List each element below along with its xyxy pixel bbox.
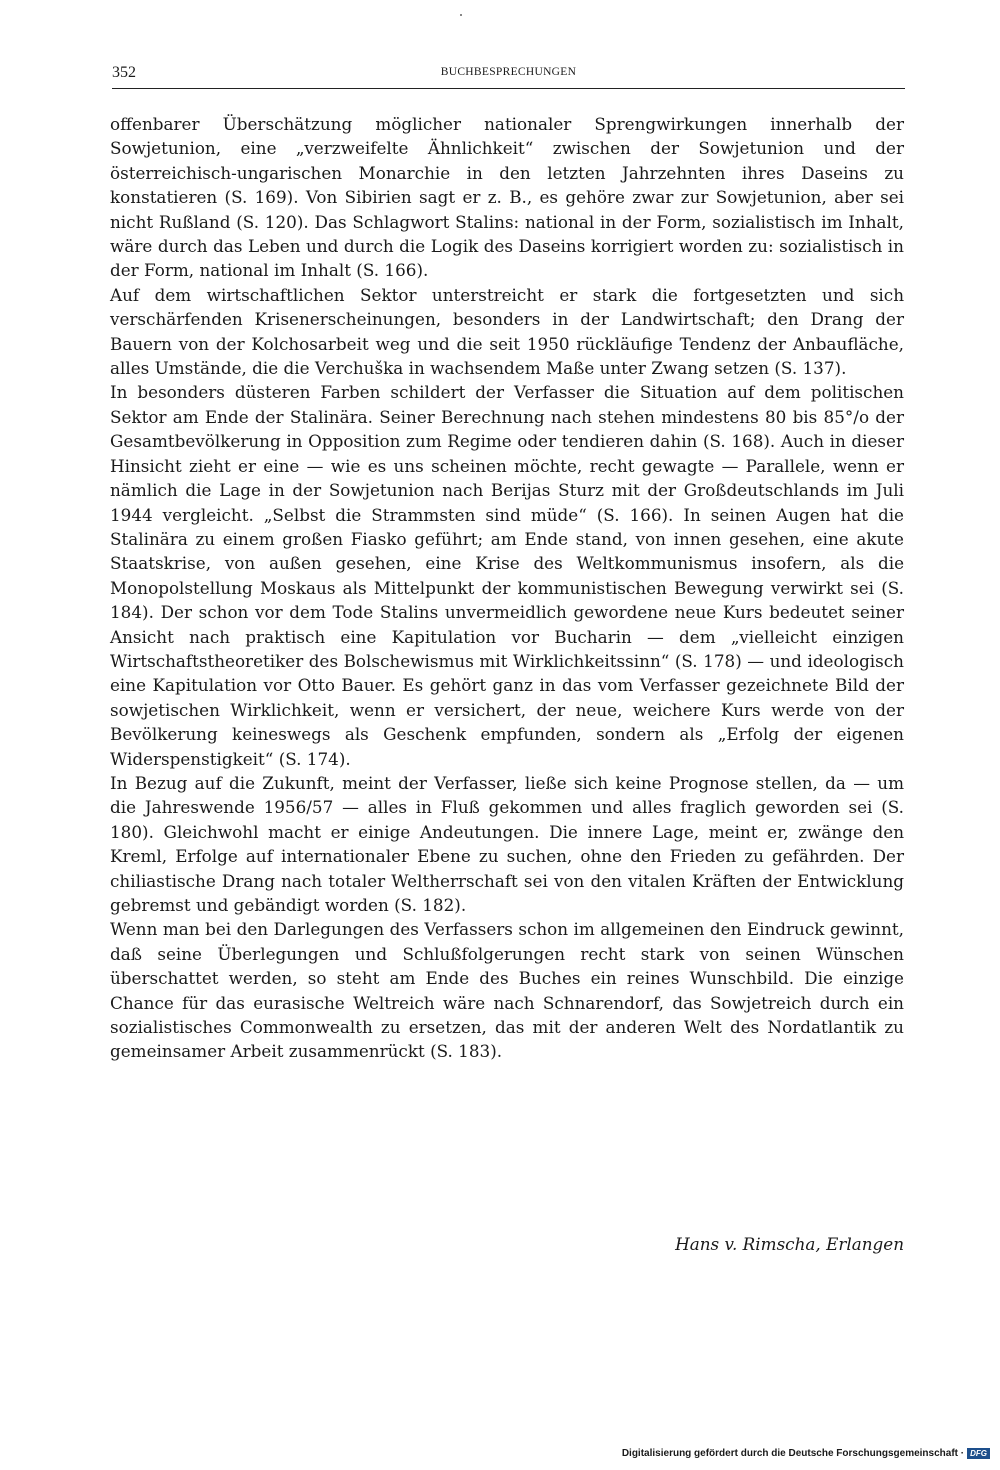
paragraph-3: In besonders düsteren Farben schildert der Verfasser die Situation auf dem politischen Sektor am Ende der Stalinära. Seiner Berechnung nach stehen mindestens 80 bis 85°/o der Gesamtbevölkerung in Opposition zum Regime oder tendieren dahin (S. 168). Auch in dieser Hinsicht zieht er eine — wie es uns scheinen möchte, recht gewagte — Parallele, wenn er nämlich die Lage in der Sowjetunion nach Berijas Sturz mit der Großdeutschlands im Juli 1944 vergleicht. „Selbst die Strammsten sind müde“ (S. 166). In seinen Augen hat die Stalinära zu einem großen Fiasko geführt; am Ende stand, von innen gesehen, eine akute Staatskrise, von außen gesehen, eine Krise des Weltkommunismus insofern, als die Monopolstellung Moskaus als Mittelpunkt der kommunistischen Bewegung verwirkt sei (S. 184). Der schon vor dem Tode Stalins unvermeidlich gewordene neue Kurs bedeutet seiner Ansicht nach praktisch eine Kapitulation vor Bucharin — dem „vielleicht einzigen Wirtschaftstheoretiker des Bolschewismus mit Wirklichkeitssinn“ (S. 178) — und ideologisch eine Kapitulation vor Otto Bauer. Es gehört ganz in das vom Verfasser gezeichnete Bild der sowjetischen Wirklichkeit, wenn er versichert, der neue, weichere Kurs werde von der Bevölkerung keineswegs als Geschenk empfunden, sondern als „Erfolg der eigenen Widerspenstigkeit“ (S. 174). (110, 382, 904, 769)
page-number: 352 (112, 64, 136, 81)
review-body (110, 112, 904, 1064)
dfg-logo: DFG (967, 1448, 990, 1459)
scan-mark (460, 14, 462, 16)
page-header (112, 62, 905, 89)
running-head: BUCHBESPRECHUNGEN (440, 66, 577, 78)
paragraph-5: Wenn man bei den Darlegungen des Verfassers schon im allgemeinen den Eindruck gewinnt, daß seine Überlegungen und Schlußfolgerungen recht stark von seinen Wünschen überschattet werden, so steht am Ende des Buches ein reines Wunschbild. Die einzige Chance für das eurasische Weltreich wäre nach Schnarendorf, das Sowjetreich durch ein sozialistisches Commonwealth zu ersetzen, das mit der anderen Welt des Nordatlantik zu gemeinsamer Arbeit zusammenrückt (S. 183). (110, 919, 904, 1062)
footer-credit: Digitalisierung gefördert durch die Deutsche Forschungsgemeinschaft · (621, 1448, 965, 1459)
paragraph-1: offenbarer Überschätzung möglicher nationaler Sprengwirkungen innerhalb der Sowjetunion, eine „verzweifelte Ähnlichkeit“ zwischen der Sowjetunion und der österreichisch-ungarischen Monarchie in den letzten Jahrzehnten ihres Daseins zu konstatieren (S. 169). Von Sibirien sagt er z. B., es gehöre zwar zur Sowjetunion, aber sei nicht Rußland (S. 120). Das Schlagwort Stalins: national in der Form, sozialistisch im Inhalt, wäre durch das Leben und durch die Logik des Daseins korrigiert worden zu: sozialistisch in der Form, national im Inhalt (S. 166). (110, 114, 904, 281)
page-footer (622, 1448, 990, 1459)
author-signature: Hans v. Rimscha, Erlangen (675, 1234, 904, 1254)
paragraph-4: In Bezug auf die Zukunft, meint der Verfasser, ließe sich keine Prognose stellen, da — um die Jahreswende 1956/57 — alles in Fluß gekommen und alles fraglich geworden sei (S. 180). Gleichwohl macht er einige Andeutungen. Die innere Lage, meint er, zwänge den Kreml, Erfolge auf internationaler Ebene zu suchen, ohne den Frieden zu gefährden. Der chiliastische Drang nach totaler Weltherrschaft sei von den vitalen Kräften der Entwicklung gebremst und gebändigt worden (S. 182). (110, 772, 904, 915)
paragraph-2: Auf dem wirtschaftlichen Sektor unterstreicht er stark die fortgesetzten und sich verschärfenden Krisenerscheinungen, besonders in der Landwirtschaft; den Drang der Bauern von der Kolchosarbeit weg und die seit 1950 rückläufige Tendenz der Anbaufläche, alles Umstände, die die Verchuška in wachsendem Maße unter Zwang setzen (S. 137). (110, 284, 904, 379)
